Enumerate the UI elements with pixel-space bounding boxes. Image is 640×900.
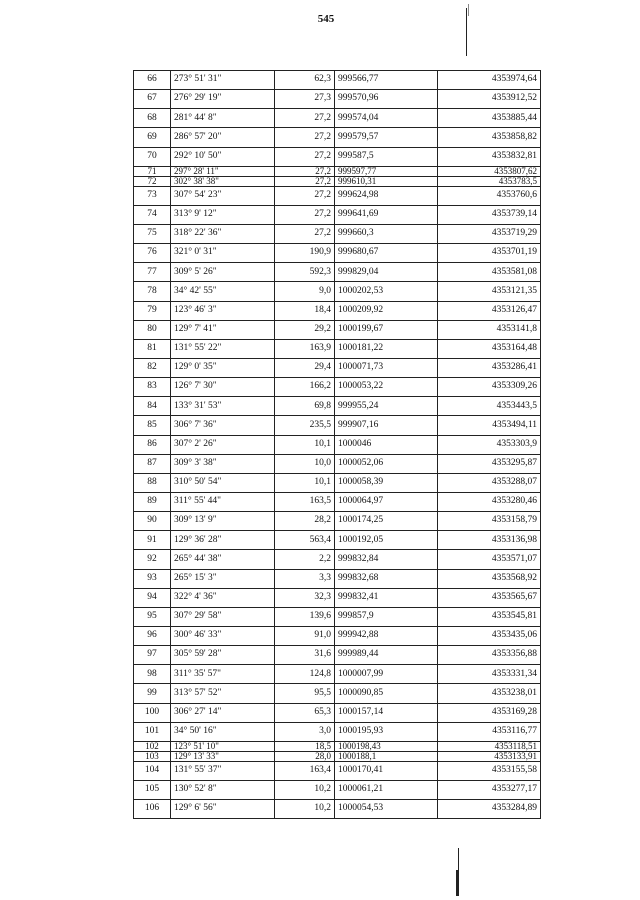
distance-cell: 27,2 <box>275 147 335 166</box>
y-coordinate-cell: 4353331,34 <box>438 665 541 684</box>
bearing-angle-cell: 123° 46' 3" <box>171 301 275 320</box>
distance-cell: 10,0 <box>275 454 335 473</box>
distance-cell: 3,3 <box>275 569 335 588</box>
bearing-angle-cell: 34° 42' 55" <box>171 282 275 301</box>
y-coordinate-cell: 4353885,44 <box>438 109 541 128</box>
y-coordinate-cell: 4353280,46 <box>438 492 541 511</box>
table-row <box>134 751 541 761</box>
table-row <box>134 397 541 416</box>
point-number-cell: 104 <box>134 761 171 780</box>
x-coordinate-cell: 999641,69 <box>335 205 438 224</box>
x-coordinate-cell: 1000192,05 <box>335 531 438 550</box>
bearing-angle-cell: 129° 36' 28" <box>171 531 275 550</box>
distance-cell: 10,2 <box>275 800 335 819</box>
distance-cell: 29,4 <box>275 358 335 377</box>
distance-cell: 166,2 <box>275 378 335 397</box>
point-number-cell: 82 <box>134 358 171 377</box>
bearing-angle-cell: 318° 22' 36" <box>171 224 275 243</box>
x-coordinate-cell: 999660,3 <box>335 224 438 243</box>
x-coordinate-cell: 1000071,73 <box>335 358 438 377</box>
bearing-angle-cell: 126° 7' 30" <box>171 378 275 397</box>
table-row <box>134 722 541 741</box>
bearing-angle-cell: 130° 52' 8" <box>171 780 275 799</box>
x-coordinate-cell: 999680,67 <box>335 244 438 263</box>
point-number-cell: 88 <box>134 473 171 492</box>
table-row <box>134 244 541 263</box>
x-coordinate-cell: 999832,84 <box>335 550 438 569</box>
y-coordinate-cell: 4353356,88 <box>438 646 541 665</box>
distance-cell: 65,3 <box>275 703 335 722</box>
table-row <box>134 703 541 722</box>
distance-cell: 29,2 <box>275 320 335 339</box>
bearing-angle-cell: 309° 5' 26" <box>171 263 275 282</box>
bearing-angle-cell: 286° 57' 20" <box>171 128 275 147</box>
point-number-cell: 92 <box>134 550 171 569</box>
distance-cell: 28,0 <box>275 751 335 761</box>
x-coordinate-cell: 1000054,53 <box>335 800 438 819</box>
bearing-angle-cell: 265° 44' 38" <box>171 550 275 569</box>
bearing-angle-cell: 129° 0' 35" <box>171 358 275 377</box>
y-coordinate-cell: 4353719,29 <box>438 224 541 243</box>
point-number-cell: 76 <box>134 244 171 263</box>
y-coordinate-cell: 4353760,6 <box>438 186 541 205</box>
table-row <box>134 684 541 703</box>
x-coordinate-cell: 1000053,22 <box>335 378 438 397</box>
bearing-angle-cell: 302° 38' 38" <box>171 176 275 186</box>
y-coordinate-cell: 4353286,41 <box>438 358 541 377</box>
y-coordinate-cell: 4353571,07 <box>438 550 541 569</box>
point-number-cell: 90 <box>134 512 171 531</box>
distance-cell: 27,2 <box>275 128 335 147</box>
point-number-cell: 91 <box>134 531 171 550</box>
bearing-angle-cell: 34° 50' 16" <box>171 722 275 741</box>
y-coordinate-cell: 4353141,8 <box>438 320 541 339</box>
y-coordinate-cell: 4353116,77 <box>438 722 541 741</box>
point-number-cell: 71 <box>134 166 171 176</box>
point-number-cell: 106 <box>134 800 171 819</box>
distance-cell: 27,2 <box>275 205 335 224</box>
table-row <box>134 128 541 147</box>
x-coordinate-cell: 1000046 <box>335 435 438 454</box>
x-coordinate-cell: 1000090,85 <box>335 684 438 703</box>
point-number-cell: 75 <box>134 224 171 243</box>
x-coordinate-cell: 999574,04 <box>335 109 438 128</box>
bearing-angle-cell: 322° 4' 36" <box>171 588 275 607</box>
bearing-angle-cell: 129° 6' 56" <box>171 800 275 819</box>
distance-cell: 27,2 <box>275 166 335 176</box>
point-number-cell: 80 <box>134 320 171 339</box>
y-coordinate-cell: 4353126,47 <box>438 301 541 320</box>
point-number-cell: 67 <box>134 90 171 109</box>
table-row <box>134 665 541 684</box>
y-coordinate-cell: 4353121,35 <box>438 282 541 301</box>
table-row <box>134 339 541 358</box>
bearing-angle-cell: 300° 46' 33" <box>171 626 275 645</box>
x-coordinate-cell: 1000007,99 <box>335 665 438 684</box>
bearing-angle-cell: 313° 9' 12" <box>171 205 275 224</box>
table-row <box>134 176 541 186</box>
distance-cell: 28,2 <box>275 512 335 531</box>
x-coordinate-cell: 1000061,21 <box>335 780 438 799</box>
x-coordinate-cell: 999907,16 <box>335 416 438 435</box>
point-number-cell: 102 <box>134 741 171 751</box>
table-row <box>134 512 541 531</box>
y-coordinate-cell: 4353912,52 <box>438 90 541 109</box>
x-coordinate-cell: 1000058,39 <box>335 473 438 492</box>
table-row <box>134 147 541 166</box>
table-row <box>134 224 541 243</box>
scan-margin-line <box>456 870 458 896</box>
table-row <box>134 588 541 607</box>
table-row <box>134 358 541 377</box>
y-coordinate-cell: 4353783,5 <box>438 176 541 186</box>
table-row <box>134 378 541 397</box>
x-coordinate-cell: 999579,57 <box>335 128 438 147</box>
scan-margin-line <box>468 4 469 16</box>
distance-cell: 163,4 <box>275 761 335 780</box>
bearing-angle-cell: 131° 55' 37" <box>171 761 275 780</box>
point-number-cell: 95 <box>134 607 171 626</box>
y-coordinate-cell: 4353568,92 <box>438 569 541 588</box>
y-coordinate-cell: 4353155,58 <box>438 761 541 780</box>
bearing-angle-cell: 310° 50' 54" <box>171 473 275 492</box>
bearing-angle-cell: 321° 0' 31" <box>171 244 275 263</box>
point-number-cell: 98 <box>134 665 171 684</box>
point-number-cell: 86 <box>134 435 171 454</box>
y-coordinate-cell: 4353238,01 <box>438 684 541 703</box>
point-number-cell: 101 <box>134 722 171 741</box>
bearing-angle-cell: 309° 13' 9" <box>171 512 275 531</box>
point-number-cell: 81 <box>134 339 171 358</box>
coordinates-table <box>133 70 541 819</box>
y-coordinate-cell: 4353494,11 <box>438 416 541 435</box>
y-coordinate-cell: 4353164,48 <box>438 339 541 358</box>
bearing-angle-cell: 129° 13' 33" <box>171 751 275 761</box>
distance-cell: 124,8 <box>275 665 335 684</box>
y-coordinate-cell: 4353309,26 <box>438 378 541 397</box>
distance-cell: 9,0 <box>275 282 335 301</box>
y-coordinate-cell: 4353169,28 <box>438 703 541 722</box>
distance-cell: 139,6 <box>275 607 335 626</box>
point-number-cell: 74 <box>134 205 171 224</box>
distance-cell: 163,9 <box>275 339 335 358</box>
distance-cell: 27,3 <box>275 90 335 109</box>
distance-cell: 18,5 <box>275 741 335 751</box>
x-coordinate-cell: 1000195,93 <box>335 722 438 741</box>
point-number-cell: 103 <box>134 751 171 761</box>
table-row <box>134 435 541 454</box>
table-row <box>134 166 541 176</box>
x-coordinate-cell: 1000052,06 <box>335 454 438 473</box>
y-coordinate-cell: 4353158,79 <box>438 512 541 531</box>
y-coordinate-cell: 4353133,91 <box>438 751 541 761</box>
bearing-angle-cell: 297° 28' 11" <box>171 166 275 176</box>
distance-cell: 62,3 <box>275 71 335 90</box>
distance-cell: 3,0 <box>275 722 335 741</box>
table-row <box>134 301 541 320</box>
y-coordinate-cell: 4353288,07 <box>438 473 541 492</box>
x-coordinate-cell: 1000209,92 <box>335 301 438 320</box>
point-number-cell: 87 <box>134 454 171 473</box>
x-coordinate-cell: 1000202,53 <box>335 282 438 301</box>
bearing-angle-cell: 306° 27' 14" <box>171 703 275 722</box>
table-row <box>134 109 541 128</box>
x-coordinate-cell: 1000064,97 <box>335 492 438 511</box>
y-coordinate-cell: 4353118,51 <box>438 741 541 751</box>
table-row <box>134 90 541 109</box>
point-number-cell: 68 <box>134 109 171 128</box>
x-coordinate-cell: 999955,24 <box>335 397 438 416</box>
x-coordinate-cell: 999624,98 <box>335 186 438 205</box>
table-row <box>134 741 541 751</box>
x-coordinate-cell: 999566,77 <box>335 71 438 90</box>
distance-cell: 2,2 <box>275 550 335 569</box>
table-row <box>134 569 541 588</box>
y-coordinate-cell: 4353136,98 <box>438 531 541 550</box>
bearing-angle-cell: 305° 59' 28" <box>171 646 275 665</box>
y-coordinate-cell: 4353807,62 <box>438 166 541 176</box>
bearing-angle-cell: 309° 3' 38" <box>171 454 275 473</box>
y-coordinate-cell: 4353832,81 <box>438 147 541 166</box>
bearing-angle-cell: 307° 54' 23" <box>171 186 275 205</box>
table-row <box>134 607 541 626</box>
distance-cell: 235,5 <box>275 416 335 435</box>
distance-cell: 10,2 <box>275 780 335 799</box>
bearing-angle-cell: 131° 55' 22" <box>171 339 275 358</box>
table-row <box>134 71 541 90</box>
page-number: 545 <box>317 13 335 25</box>
y-coordinate-cell: 4353277,17 <box>438 780 541 799</box>
point-number-cell: 78 <box>134 282 171 301</box>
table-row <box>134 626 541 645</box>
point-number-cell: 77 <box>134 263 171 282</box>
table-row <box>134 473 541 492</box>
point-number-cell: 73 <box>134 186 171 205</box>
coordinates-table-body <box>134 71 541 819</box>
x-coordinate-cell: 999587,5 <box>335 147 438 166</box>
x-coordinate-cell: 999942,88 <box>335 626 438 645</box>
y-coordinate-cell: 4353739,14 <box>438 205 541 224</box>
distance-cell: 592,3 <box>275 263 335 282</box>
table-row <box>134 492 541 511</box>
point-number-cell: 84 <box>134 397 171 416</box>
bearing-angle-cell: 123° 51' 10" <box>171 741 275 751</box>
distance-cell: 27,2 <box>275 224 335 243</box>
y-coordinate-cell: 4353858,82 <box>438 128 541 147</box>
x-coordinate-cell: 999857,9 <box>335 607 438 626</box>
x-coordinate-cell: 999597,77 <box>335 166 438 176</box>
bearing-angle-cell: 313° 57' 52" <box>171 684 275 703</box>
bearing-angle-cell: 307° 2' 26" <box>171 435 275 454</box>
bearing-angle-cell: 307° 29' 58" <box>171 607 275 626</box>
distance-cell: 563,4 <box>275 531 335 550</box>
point-number-cell: 105 <box>134 780 171 799</box>
bearing-angle-cell: 276° 29' 19" <box>171 90 275 109</box>
bearing-angle-cell: 311° 35' 57" <box>171 665 275 684</box>
x-coordinate-cell: 999610,31 <box>335 176 438 186</box>
y-coordinate-cell: 4353974,64 <box>438 71 541 90</box>
y-coordinate-cell: 4353443,5 <box>438 397 541 416</box>
bearing-angle-cell: 292° 10' 50" <box>171 147 275 166</box>
table-row <box>134 320 541 339</box>
table-row <box>134 416 541 435</box>
bearing-angle-cell: 273° 51' 31" <box>171 71 275 90</box>
bearing-angle-cell: 129° 7' 41" <box>171 320 275 339</box>
point-number-cell: 72 <box>134 176 171 186</box>
point-number-cell: 83 <box>134 378 171 397</box>
point-number-cell: 66 <box>134 71 171 90</box>
y-coordinate-cell: 4353701,19 <box>438 244 541 263</box>
scan-margin-line <box>466 8 467 56</box>
distance-cell: 32,3 <box>275 588 335 607</box>
y-coordinate-cell: 4353545,81 <box>438 607 541 626</box>
bearing-angle-cell: 265° 15' 3" <box>171 569 275 588</box>
point-number-cell: 70 <box>134 147 171 166</box>
x-coordinate-cell: 1000157,14 <box>335 703 438 722</box>
table-row <box>134 800 541 819</box>
x-coordinate-cell: 1000188,1 <box>335 751 438 761</box>
point-number-cell: 100 <box>134 703 171 722</box>
y-coordinate-cell: 4353581,08 <box>438 263 541 282</box>
x-coordinate-cell: 1000181,22 <box>335 339 438 358</box>
distance-cell: 31,6 <box>275 646 335 665</box>
y-coordinate-cell: 4353435,06 <box>438 626 541 645</box>
point-number-cell: 93 <box>134 569 171 588</box>
table-row <box>134 761 541 780</box>
x-coordinate-cell: 1000199,67 <box>335 320 438 339</box>
table-row <box>134 205 541 224</box>
bearing-angle-cell: 281° 44' 8" <box>171 109 275 128</box>
table-row <box>134 282 541 301</box>
x-coordinate-cell: 999570,96 <box>335 90 438 109</box>
table-row <box>134 263 541 282</box>
bearing-angle-cell: 311° 55' 44" <box>171 492 275 511</box>
table-row <box>134 186 541 205</box>
point-number-cell: 94 <box>134 588 171 607</box>
y-coordinate-cell: 4353565,67 <box>438 588 541 607</box>
point-number-cell: 85 <box>134 416 171 435</box>
scan-margin-line <box>458 848 459 896</box>
x-coordinate-cell: 999832,68 <box>335 569 438 588</box>
distance-cell: 18,4 <box>275 301 335 320</box>
table-row <box>134 550 541 569</box>
table-row <box>134 531 541 550</box>
x-coordinate-cell: 1000174,25 <box>335 512 438 531</box>
distance-cell: 27,2 <box>275 176 335 186</box>
point-number-cell: 69 <box>134 128 171 147</box>
x-coordinate-cell: 999989,44 <box>335 646 438 665</box>
table-row <box>134 454 541 473</box>
distance-cell: 10,1 <box>275 435 335 454</box>
point-number-cell: 96 <box>134 626 171 645</box>
x-coordinate-cell: 999832,41 <box>335 588 438 607</box>
table-row <box>134 780 541 799</box>
distance-cell: 10,1 <box>275 473 335 492</box>
point-number-cell: 97 <box>134 646 171 665</box>
distance-cell: 27,2 <box>275 109 335 128</box>
distance-cell: 163,5 <box>275 492 335 511</box>
bearing-angle-cell: 306° 7' 36" <box>171 416 275 435</box>
distance-cell: 27,2 <box>275 186 335 205</box>
y-coordinate-cell: 4353284,89 <box>438 800 541 819</box>
point-number-cell: 79 <box>134 301 171 320</box>
y-coordinate-cell: 4353295,87 <box>438 454 541 473</box>
distance-cell: 91,0 <box>275 626 335 645</box>
distance-cell: 95,5 <box>275 684 335 703</box>
x-coordinate-cell: 1000198,43 <box>335 741 438 751</box>
point-number-cell: 99 <box>134 684 171 703</box>
x-coordinate-cell: 1000170,41 <box>335 761 438 780</box>
distance-cell: 69,8 <box>275 397 335 416</box>
table-row <box>134 646 541 665</box>
y-coordinate-cell: 4353303,9 <box>438 435 541 454</box>
point-number-cell: 89 <box>134 492 171 511</box>
bearing-angle-cell: 133° 31' 53" <box>171 397 275 416</box>
distance-cell: 190,9 <box>275 244 335 263</box>
x-coordinate-cell: 999829,04 <box>335 263 438 282</box>
